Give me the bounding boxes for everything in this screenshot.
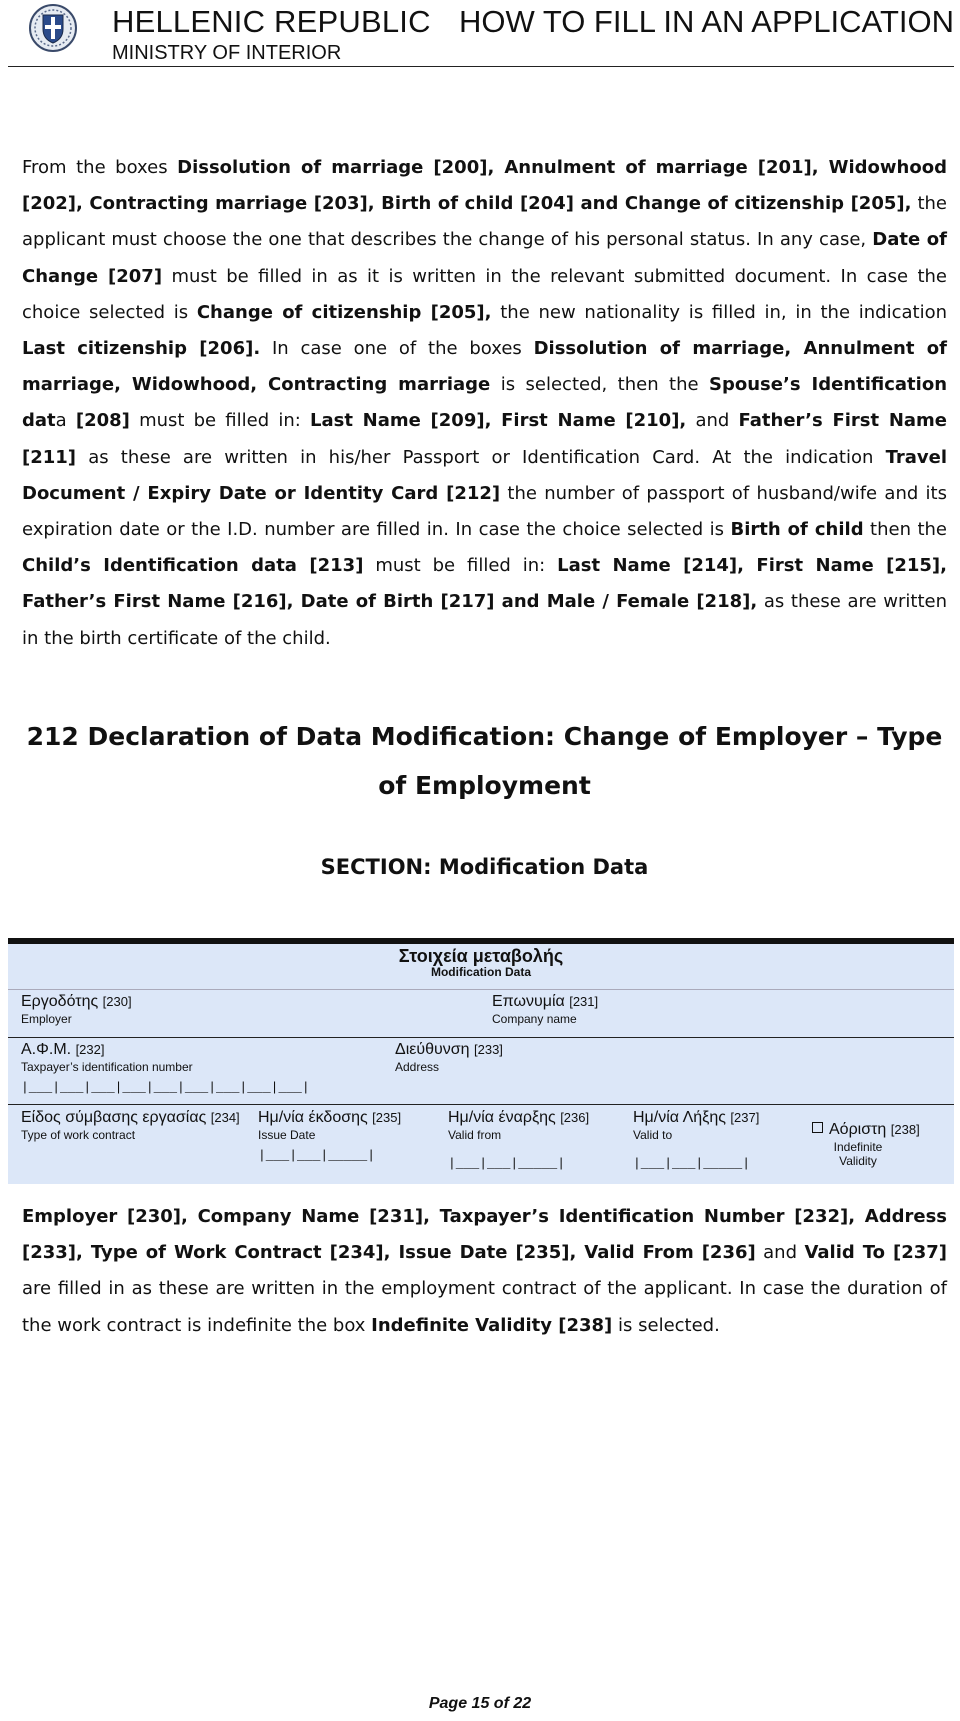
address-number: [233] bbox=[474, 1042, 503, 1057]
employer-label-en: Employer bbox=[21, 1012, 72, 1026]
address-field[interactable] bbox=[395, 1040, 503, 1074]
text-run: then the bbox=[863, 519, 947, 541]
valid-from-label: Ημ/νία έναρξης bbox=[448, 1109, 556, 1126]
bold-text-run: Last citizenship [206]. bbox=[22, 338, 261, 360]
form-row-contract bbox=[8, 1106, 954, 1178]
text-run: as these are written in his/her Passport or Identification Card. At the indication bbox=[76, 446, 886, 468]
form-title-greek: Στοιχεία μεταβολής bbox=[398, 946, 564, 966]
subsection-heading: SECTION: Modification Data bbox=[320, 855, 649, 879]
contract-type-field[interactable] bbox=[21, 1108, 251, 1142]
bold-text-run: Date of Change [207] bbox=[22, 229, 947, 287]
text-run: as these are written in the birth certificate of the child. bbox=[22, 591, 947, 649]
employer-field[interactable] bbox=[21, 992, 132, 1026]
instructions-paragraph-2 bbox=[22, 1199, 947, 1344]
contract-type-number: [234] bbox=[210, 1110, 240, 1125]
contract-type-label-en: Type of work contract bbox=[21, 1128, 136, 1142]
bold-text-run: Dissolution of marriage, Annulment of marriage, Widowhood, Contracting marriage bbox=[22, 338, 948, 396]
bold-text-run: Last Name [209], First Name [210], bbox=[309, 410, 687, 432]
employer-number: [230] bbox=[102, 994, 132, 1009]
valid-to-boxes[interactable]: |___|___|_____| bbox=[633, 1156, 751, 1171]
bold-text-run: Birth of child bbox=[730, 519, 864, 541]
indefinite-validity-field[interactable] bbox=[812, 1120, 920, 1168]
indefinite-label-en: Indefinite bbox=[833, 1140, 883, 1154]
issue-date-field[interactable] bbox=[258, 1108, 401, 1163]
valid-from-boxes[interactable]: |___|___|_____| bbox=[448, 1156, 566, 1171]
bold-text-run: Valid To [237] bbox=[804, 1242, 947, 1264]
issue-date-boxes[interactable]: |___|___|_____| bbox=[258, 1148, 376, 1163]
valid-to-label-en: Valid to bbox=[633, 1128, 673, 1142]
bold-text-run: Change of citizenship [205], bbox=[196, 301, 492, 323]
text-run: the applicant must choose the one that describes the change of his personal status. In any case, bbox=[22, 193, 947, 251]
indefinite-label: Αόριστη bbox=[829, 1121, 887, 1138]
greek-coat-of-arms-icon bbox=[28, 3, 78, 53]
text-run: is selected. bbox=[612, 1314, 720, 1336]
text-run: must be filled in: bbox=[363, 555, 558, 577]
indefinite-validity-checkbox[interactable] bbox=[812, 1122, 823, 1133]
section-heading: 212 Declaration of Data Modification: Change of Employer – Type of Employment bbox=[26, 722, 943, 800]
valid-to-number: [237] bbox=[730, 1110, 760, 1125]
text-run: are filled in as these are written in the employment contract of the applicant. In case the duration of the work contract is indefinite the box bbox=[22, 1278, 947, 1336]
company-label-en: Company name bbox=[492, 1012, 577, 1026]
header-doc-title: HOW TO FILL IN AN APPLICATION bbox=[459, 4, 954, 39]
header-title: HELLENIC REPUBLIC bbox=[112, 4, 431, 39]
text-run: From the boxes bbox=[22, 157, 178, 178]
text-run: and bbox=[755, 1242, 805, 1264]
employer-label: Εργοδότης bbox=[21, 993, 99, 1010]
bold-text-run: Indefinite Validity [238] bbox=[371, 1314, 613, 1336]
valid-from-field[interactable] bbox=[448, 1108, 589, 1171]
valid-from-number: [236] bbox=[560, 1110, 590, 1125]
form-title bbox=[8, 944, 954, 979]
form-row-afm-address bbox=[8, 1038, 954, 1105]
text-run: a bbox=[55, 410, 76, 432]
contract-type-label: Είδος σύμβασης εργασίας bbox=[21, 1109, 207, 1126]
text-run: the new nationality is filled in, in the indication bbox=[491, 301, 947, 323]
valid-to-field[interactable] bbox=[633, 1108, 759, 1171]
bold-text-run: Travel Document / Expiry Date or Identity Card [212] bbox=[22, 446, 947, 504]
taxpayer-id-field[interactable] bbox=[21, 1040, 310, 1095]
bold-text-run: [208] bbox=[75, 410, 130, 432]
company-name-field[interactable] bbox=[492, 992, 598, 1026]
instructions-paragraph-1 bbox=[22, 150, 947, 657]
text-run: the number of passport of husband/wife and its expiration date or the I.D. number are filled in. In case the choice selected is bbox=[22, 482, 947, 541]
page-number: Page 15 of 22 bbox=[428, 1695, 532, 1712]
bold-text-run: Employer [230], Company Name [231], Taxpayer’s Identification Number [232], Address [233], Type of Work Contract [234], Issue Date [235], Valid From [236] bbox=[22, 1206, 947, 1264]
afm-label: Α.Φ.Μ. bbox=[21, 1041, 72, 1058]
afm-number: [232] bbox=[75, 1042, 105, 1057]
valid-to-label: Ημ/νία Λήξης bbox=[633, 1109, 726, 1126]
address-label: Διεύθυνση bbox=[395, 1041, 470, 1058]
address-label-en: Address bbox=[395, 1060, 440, 1074]
bold-text-run: Spouse’s Identification dat bbox=[22, 374, 948, 432]
form-row-employer bbox=[8, 989, 954, 1038]
validity-label-en: Validity bbox=[839, 1154, 877, 1168]
text-run: and bbox=[686, 410, 739, 432]
bold-text-run: Dissolution of marriage [200], Annulment of marriage [201], Widowhood [202], Contracting marriage [203], Birth of child [204] and Change of citizenship [205], bbox=[22, 157, 947, 215]
bold-text-run: Child’s Identification data [213] bbox=[22, 555, 364, 577]
header-subtitle: MINISTRY OF INTERIOR bbox=[112, 42, 342, 64]
modification-data-form bbox=[8, 938, 954, 1184]
indefinite-number: [238] bbox=[890, 1122, 920, 1137]
page-header bbox=[8, 0, 954, 67]
text-run: must be filled in as it is written in the relevant submitted document. In case the choice selected is bbox=[22, 265, 948, 323]
afm-digit-boxes[interactable]: |___|___|___|___|___|___|___|___|___| bbox=[21, 1080, 310, 1095]
bold-text-run: Last Name [214], First Name [215], Father’s First Name [216], Date of Birth [217] and Male / Female [218], bbox=[22, 555, 947, 613]
text-run: must be filled in: bbox=[129, 410, 310, 432]
bold-text-run: Father’s First Name [211] bbox=[22, 410, 947, 468]
company-label: Επωνυμία bbox=[492, 993, 565, 1010]
afm-label-en: Taxpayer’s identification number bbox=[21, 1060, 193, 1074]
valid-from-label-en: Valid from bbox=[448, 1128, 502, 1142]
text-run: In case one of the boxes bbox=[260, 338, 534, 360]
issue-date-number: [235] bbox=[372, 1110, 402, 1125]
text-run: is selected, then the bbox=[490, 374, 710, 396]
form-title-english: Modification Data bbox=[430, 965, 531, 979]
issue-date-label-en: Issue Date bbox=[258, 1128, 316, 1142]
issue-date-label: Ημ/νία έκδοσης bbox=[258, 1109, 368, 1126]
company-number: [231] bbox=[569, 994, 599, 1009]
